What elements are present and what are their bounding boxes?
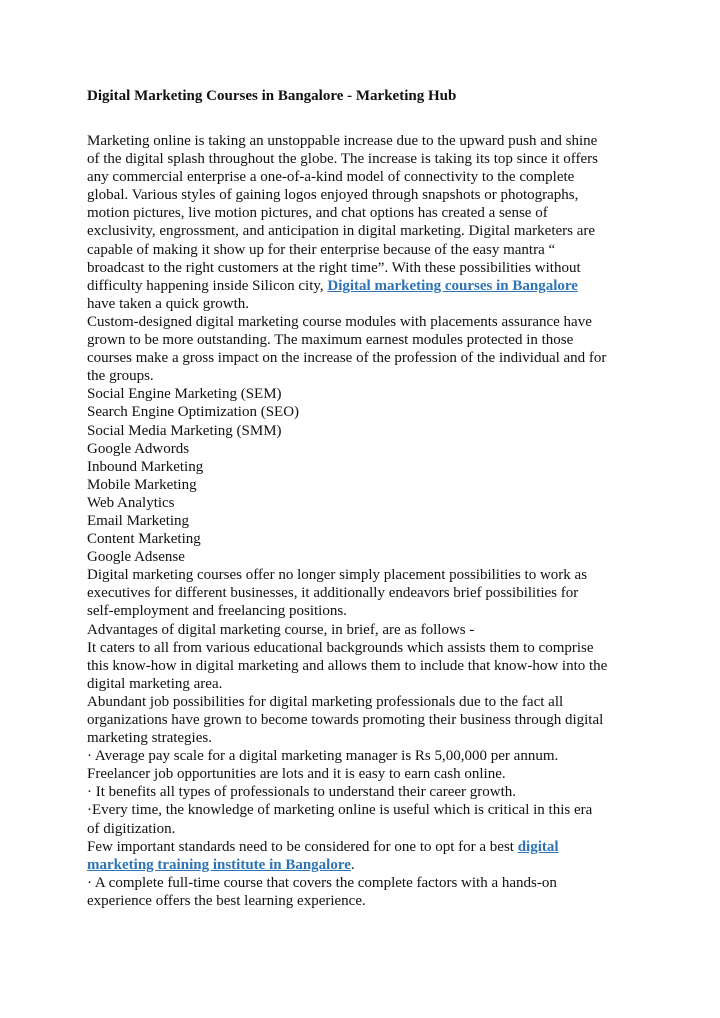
body-text: · Average pay scale for a digital marketing manager is Rs 5,00,000 per annum. [87, 748, 559, 765]
body-text: Email Marketing [87, 512, 190, 529]
body-line [87, 820, 647, 838]
body-text: exclusivity, engrossment, and anticipation in digital marketing. Digital marketers are [87, 223, 596, 240]
body-text: global. Various styles of gaining logos enjoyed through snapshots or photographs, [87, 187, 579, 204]
body-line [87, 295, 647, 313]
body-line [87, 566, 647, 584]
body-text: this know-how in digital marketing and allows them to include that know-how into the [87, 657, 608, 674]
body-text: Web Analytics [87, 494, 175, 511]
document-title: Digital Marketing Courses in Bangalore - Marketing Hub [87, 88, 457, 104]
body-text: · It benefits all types of professionals to understand their career growth. [87, 784, 517, 801]
body-text: Social Engine Marketing (SEM) [87, 386, 282, 403]
body-text: Search Engine Optimization (SEO) [87, 404, 300, 421]
link-digital-marketing-courses-bangalore[interactable]: Digital marketing courses in Bangalore [327, 277, 578, 294]
body-text: of the digital splash throughout the globe. The increase is taking its top since it offers [87, 151, 599, 168]
body-text: the groups. [87, 368, 154, 385]
body-line [87, 403, 647, 421]
body-line [87, 204, 647, 222]
body-line [87, 765, 647, 783]
body-text: of digitization. [87, 820, 176, 837]
body-text: Google Adwords [87, 440, 190, 457]
body-line [87, 675, 647, 693]
body-text: Custom-designed digital marketing course modules with placements assurance have [87, 313, 592, 330]
body-line [87, 168, 647, 186]
body-line [87, 313, 647, 331]
body-text: any commercial enterprise a one-of-a-kind model of connectivity to the complete [87, 169, 575, 186]
link-digital-marketing-training-institute[interactable]: marketing training institute in Bangalore [87, 856, 351, 873]
body-text: experience offers the best learning experience. [87, 892, 366, 909]
body-line [87, 241, 647, 259]
body-line [87, 584, 647, 602]
body-line [87, 458, 647, 476]
body-line [87, 711, 647, 729]
body-line [87, 331, 647, 349]
body-text: Inbound Marketing [87, 458, 204, 475]
body-line [87, 277, 647, 295]
body-line [87, 530, 647, 548]
body-text: grown to be more outstanding. The maximum earnest modules protected in those [87, 332, 574, 349]
body-text: marketing strategies. [87, 730, 212, 747]
body-text: Google Adsense [87, 549, 185, 566]
body-text: have taken a quick growth. [87, 295, 250, 312]
body-text: courses make a gross impact on the increase of the profession of the individual and for [87, 350, 607, 367]
body-line [87, 367, 647, 385]
body-text: ·Every time, the knowledge of marketing online is useful which is critical in this era [87, 802, 593, 819]
body-line [87, 440, 647, 458]
body-line [87, 512, 647, 530]
body-text: organizations have grown to become towards promoting their business through digital [87, 712, 604, 728]
body-line [87, 548, 647, 566]
body-line [87, 874, 647, 892]
body-text: Digital marketing courses offer no longer simply placement possibilities to work as [87, 567, 588, 584]
body-line [87, 747, 647, 765]
body-line [87, 476, 647, 494]
body-line [87, 621, 647, 639]
body-line [87, 693, 647, 711]
body-line [87, 422, 647, 440]
body-line [87, 639, 647, 657]
body-text: motion pictures, live motion pictures, and chat options has created a sense of [87, 205, 548, 222]
body-line [87, 132, 647, 150]
body-text: digital marketing area. [87, 675, 223, 692]
body-line [87, 259, 647, 277]
body-line [87, 186, 647, 204]
body-line [87, 494, 647, 512]
body-text: difficulty happening inside Silicon city, [87, 277, 324, 294]
body-text: capable of making it show up for their enterprise because of the easy mantra “ [87, 241, 556, 258]
body-text: . [350, 856, 355, 873]
body-line [87, 222, 647, 240]
document-body [87, 132, 647, 910]
body-text: Marketing online is taking an unstoppable increase due to the upward push and shine [87, 133, 598, 149]
body-text: It caters to all from various educational backgrounds which assists them to comprise [87, 639, 594, 656]
body-line [87, 729, 647, 747]
body-line [87, 856, 647, 874]
body-text: Content Marketing [87, 531, 201, 548]
body-text: Advantages of digital marketing course, in brief, are as follows - [87, 621, 475, 638]
body-text: Abundant job possibilities for digital marketing professionals due to the fact all [87, 693, 564, 710]
body-line [87, 385, 647, 403]
body-text: executives for different businesses, it additionally endeavors brief possibilities for [87, 585, 579, 602]
body-line [87, 602, 647, 620]
body-line [87, 657, 647, 675]
body-line [87, 892, 647, 910]
body-text: Few important standards need to be considered for one to opt for a best [87, 838, 514, 855]
body-text: broadcast to the right customers at the right time”. With these possibilities without [87, 259, 581, 276]
body-text: · A complete full-time course that covers the complete factors with a hands-on [87, 874, 557, 891]
body-text: Mobile Marketing [87, 476, 197, 493]
body-line [87, 838, 647, 856]
body-text: self-employment and freelancing positions. [87, 603, 347, 620]
body-line [87, 349, 647, 367]
body-text: Social Media Marketing (SMM) [87, 422, 282, 439]
body-text: Freelancer job opportunities are lots and it is easy to earn cash online. [87, 766, 506, 783]
body-line [87, 150, 647, 168]
body-line [87, 783, 647, 801]
body-line [87, 801, 647, 819]
link-digital-marketing-training-institute[interactable]: digital [517, 838, 559, 855]
